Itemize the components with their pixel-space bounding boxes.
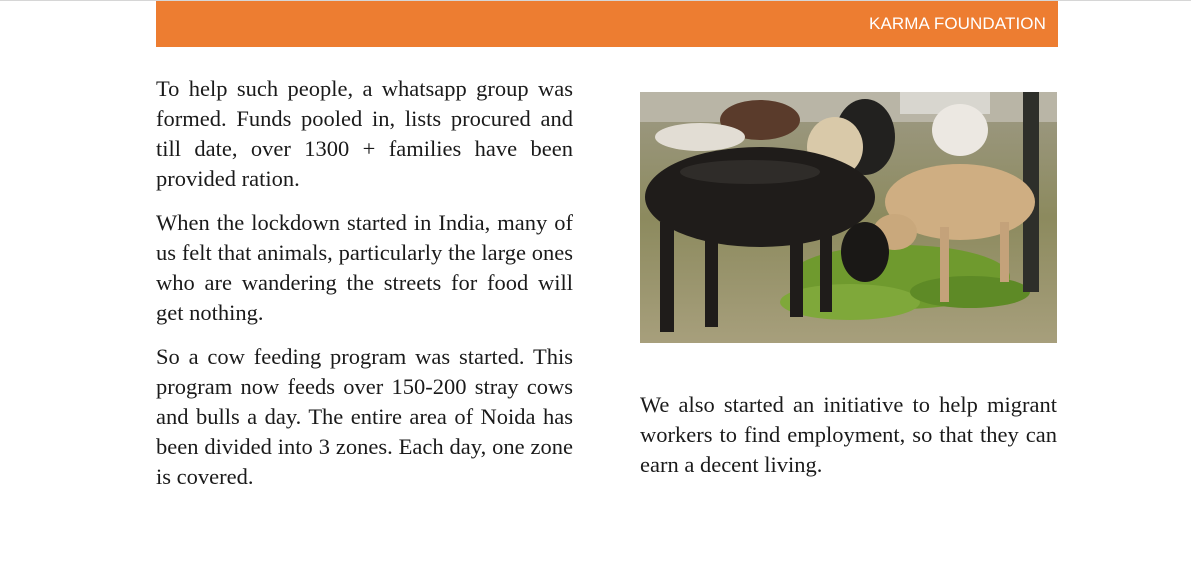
cow-black-leg-3 (790, 227, 803, 317)
cow-back-pale (655, 123, 745, 151)
cows-photo-illustration (640, 92, 1057, 343)
green-fodder-patch-2 (910, 276, 1030, 308)
cow-black-leg-2 (705, 227, 718, 327)
header-bar (156, 1, 1058, 47)
cows-photo (640, 92, 1057, 343)
paragraph-migrant-workers: We also started an initiative to help migrant workers to find employment, so that they can earn a decent living. (640, 392, 1057, 477)
left-text-column (156, 74, 573, 506)
cow-tan-leg (940, 227, 949, 302)
cow-back-white (932, 104, 988, 156)
cow-black-leg-4 (820, 222, 832, 312)
paragraph-lockdown-animals: When the lockdown started in India, many of us felt that animals, particularly the large ones who are wandering the streets for food will get nothing. (156, 210, 573, 325)
header-title: KARMA FOUNDATION (869, 14, 1046, 33)
right-text-column (640, 390, 1057, 494)
paragraph-whatsapp-group: To help such people, a whatsapp group was formed. Funds pooled in, lists procured and till date, over 1300 + families have been provided ration. (156, 76, 573, 191)
cow-black-head (841, 222, 889, 282)
cow-black-leg (660, 222, 674, 332)
cow-black-highlight (680, 160, 820, 184)
paragraph-cow-feeding: So a cow feeding program was started. This program now feeds over 150-200 stray cows and bulls a day. The entire area of Noida has been divided into 3 zones. Each day, one zone is covered. (156, 344, 573, 489)
cow-tan-leg-2 (1000, 222, 1009, 282)
